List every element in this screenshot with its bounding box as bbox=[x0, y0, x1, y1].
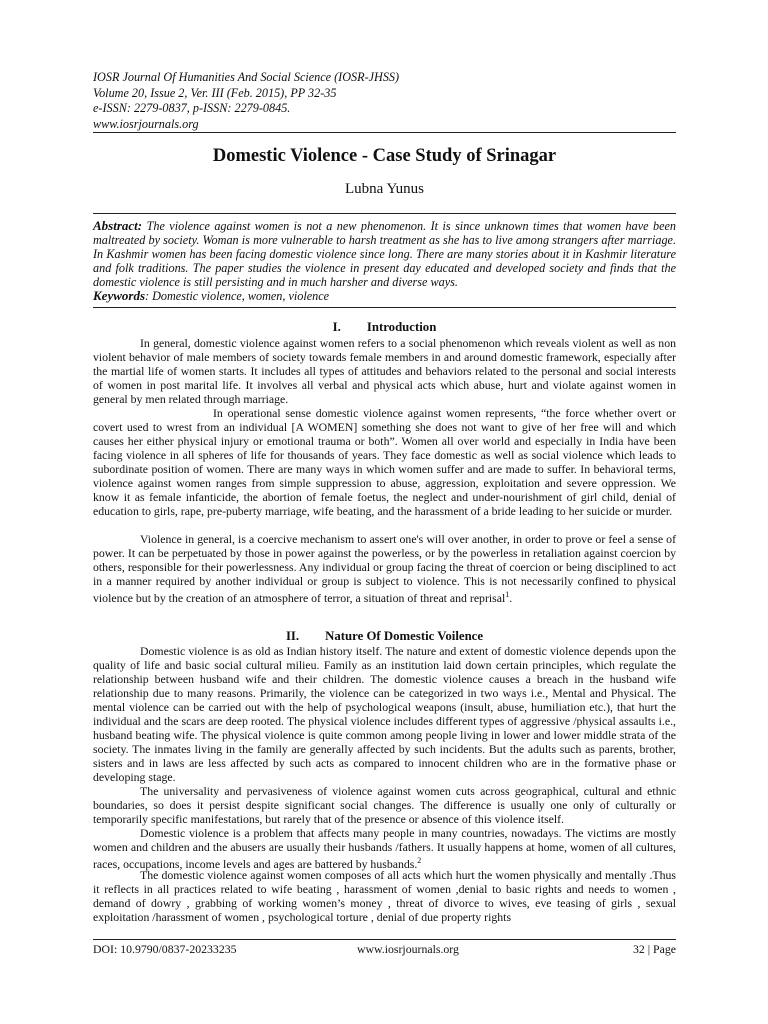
footer-doi: DOI: 10.9790/0837-20233235 bbox=[93, 942, 237, 956]
abstract bbox=[93, 219, 676, 289]
section-heading-nature bbox=[93, 629, 676, 644]
section-title: Nature Of Domestic Voilence bbox=[325, 629, 484, 643]
journal-issn: e-ISSN: 2279-0837, p-ISSN: 2279-0845. bbox=[93, 101, 291, 116]
section-number: I. bbox=[332, 320, 341, 334]
section-title: Introduction bbox=[366, 320, 437, 334]
abstract-label: Abstract: bbox=[93, 218, 143, 233]
journal-volume: Volume 20, Issue 2, Ver. III (Feb. 2015), PP 32-35 bbox=[93, 85, 337, 100]
keywords-text: : Domestic violence, women, violence bbox=[145, 289, 330, 303]
footer-website: www.iosrjournals.org bbox=[357, 942, 459, 956]
paragraph: The domestic violence against women composes of all acts which hurt the women physically and mentally .Thus it reflects in all practices related to wife beating , harassment of women ,denial to basic rights and needs to women , demand of dowry , grabbing of working women’s money , threat of divorce to wives, eve teasing of girls , sexual exploitation /harassment of women , psychological torture , denial of due property rights bbox=[93, 868, 676, 924]
paragraph-end: . bbox=[509, 590, 513, 605]
abstract-text: The violence against women is not a new phenomenon. It is since unknown times that women have been maltreated by society. Woman is more vulnerable to harsh treatment as she has to live among strangers after marriage. In Kashmir women has been facing domestic violence since long. There are many stories about it in Kashmir literature and folk traditions. The paper studies the violence in present day educated and developed society and finds that the domestic violence is still persisting and in much harsher and diverse ways. bbox=[93, 219, 676, 289]
footnote-marker: 1 bbox=[505, 590, 510, 599]
keywords-label: Keywords bbox=[93, 288, 145, 303]
abstract-rule-top bbox=[93, 213, 676, 214]
paragraph: In general, domestic violence against women refers to a social phenomenon which reveals violent as well as non violent behavior of male members of society towards female members in and around domestic framework, especially after the martial life of women starts. It includes all types of attitudes and behaviors related to the personal and social interests of women in post marital life. It involves all verbal and physical acts which abuse, hurt and violate against women in general by men related through marriage. bbox=[93, 336, 676, 406]
footer-rule bbox=[93, 939, 676, 940]
paragraph-text: Violence in general, is a coercive mechanism to assert one's will over another, in order to prove or feel a sense of power. It can be perpetuated by those in power against the powerless, or by the powerless in retaliation against coercion by others, responsible for their powerlessness. Any individual or group facing the threat of coercion or being disciplined to act in a manner required by another individual or group is subject to violence. This is not necessarily confined to physical violence but by the creation of an atmosphere of terror, a situation of threat and reprisal bbox=[93, 532, 676, 605]
journal-website: www.iosrjournals.org bbox=[93, 116, 199, 131]
paragraph: In operational sense domestic violence against women represents, “the force whether overt or covert used to wrest from an individual [A WOMEN] something she does not want to give of her free will and which causes her either physical injury or emotional trauma or both”. Women all over world and especially in India have been facing violence in all spheres of life for thousands of years. They face domestic as well as social violence which leads to subordinate position of women. There are many ways in which women suffer and are made to suffer. In behavioral terms, violence against women ranges from simple suppression to abuse, aggression, exploitation and severe oppression. We know it as female infanticide, the abortion of female foetus, the neglect and under-nourishment of girl child, denial of education to girls, rape, pre-puberty marriage, wife beating, and the harassment of a bride leading to her suicide or murder. bbox=[93, 406, 676, 518]
section-number: II. bbox=[285, 629, 300, 643]
paragraph: The universality and pervasiveness of violence against women cuts across geographical, cultural and ethnic boundaries, so does it persist despite significant social changes. The difference is usually one only of culturally or temporarily specific manifestations, but rarely that of the presence or absence of this violence itself. bbox=[93, 784, 676, 826]
footer-page-number: 32 | Page bbox=[633, 942, 676, 956]
paragraph-text: Domestic violence is a problem that affects many people in many countries, nowadays. The victims are mostly women and children and the abusers are usually their husbands /fathers. It usually happens at home, women of all cultures, races, occupations, income levels and ages are battered by husbands. bbox=[93, 826, 676, 871]
keywords bbox=[93, 289, 676, 303]
footnote-marker: 2 bbox=[417, 856, 422, 865]
header-rule bbox=[93, 132, 676, 133]
paragraph bbox=[93, 826, 676, 871]
abstract-rule-bottom bbox=[93, 307, 676, 308]
journal-header bbox=[93, 70, 683, 132]
paragraph: Domestic violence is as old as Indian history itself. The nature and extent of domestic violence depends upon the quality of life and basic social cultural milieu. Family as an institution laid down certain principles, which regulate the relationship between husband wife and their children. The domestic violence causes a breach in the husband wife relationship due to many reasons. Primarily, the violence can be categorized in two ways i.e., Mental and Physical. The mental violence can be carried out with the help of psychological weapons (insult, abuse, humiliation etc.), that hurt the individual and the scars are deep rooted. The physical violence includes different types of aggressive /physical assaults i.e., husband beating wife. The physical violence is quite common among people living in lower and lower middle strata of the society. The inmates living in the family are generally affected by such incidents. But the adults such as parents, brother, sisters and in laws are less affected by such acts as compared to innocent children who are in the formative phase or developing stage. bbox=[93, 644, 676, 784]
section-heading-introduction bbox=[93, 320, 676, 335]
paper-title: Domestic Violence - Case Study of Srinagar bbox=[212, 146, 557, 166]
paper-author: Lubna Yunus bbox=[344, 181, 425, 197]
paragraph bbox=[93, 532, 676, 605]
journal-name: IOSR Journal Of Humanities And Social Science (IOSR-JHSS) bbox=[93, 70, 400, 84]
